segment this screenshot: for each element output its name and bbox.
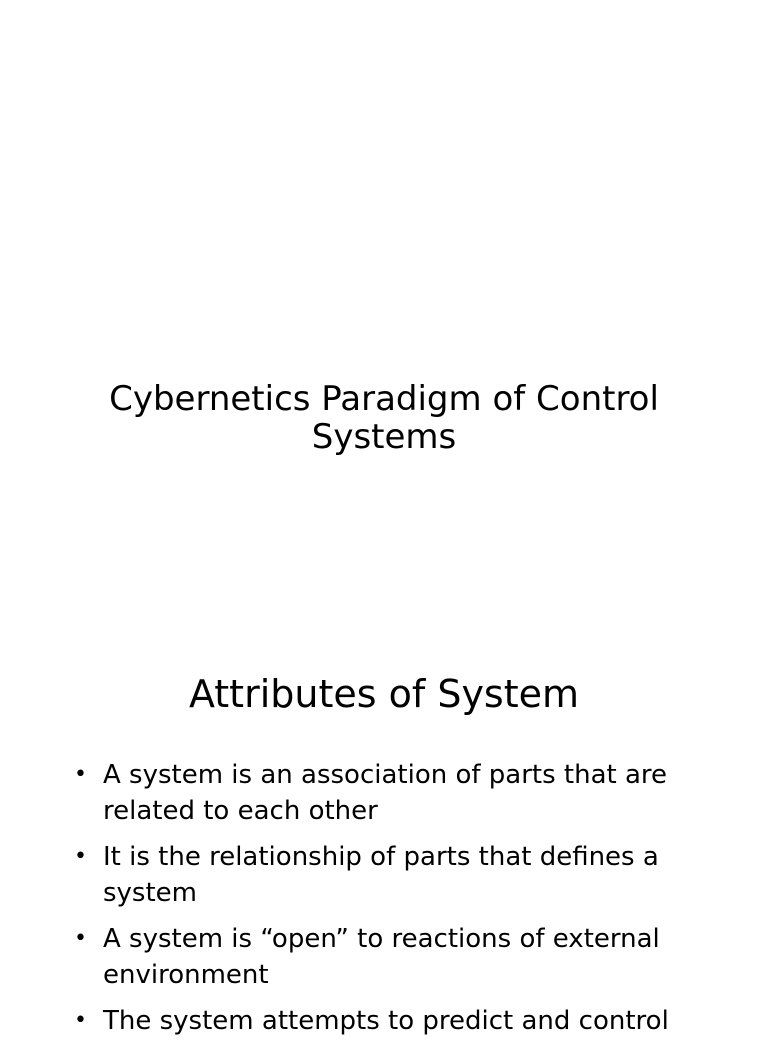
slide-title-line-2: Systems xyxy=(311,417,457,457)
bullet-text: It is the relationship of parts that defines a system xyxy=(103,842,659,908)
slide-title xyxy=(0,380,768,456)
bullet-dot-icon: • xyxy=(74,762,87,787)
bullet-text: A system is an association of parts that are related to each other xyxy=(103,760,668,826)
bullet-dot-icon: • xyxy=(74,926,87,951)
bullet-text: A system is “open” to reactions of external environment xyxy=(103,924,660,990)
bullet-text: The system attempts to predict and control xyxy=(103,1006,669,1036)
bullet-item xyxy=(74,839,674,911)
bullet-item xyxy=(74,1003,674,1039)
bullet-dot-icon: • xyxy=(74,844,87,869)
bullet-list xyxy=(74,757,674,1049)
bullet-item xyxy=(74,921,674,993)
section-heading: Attributes of System xyxy=(188,672,580,716)
slide-title-line-1: Cybernetics Paradigm of Control xyxy=(109,379,659,419)
bullet-dot-icon: • xyxy=(74,1008,87,1033)
bullet-item xyxy=(74,757,674,829)
